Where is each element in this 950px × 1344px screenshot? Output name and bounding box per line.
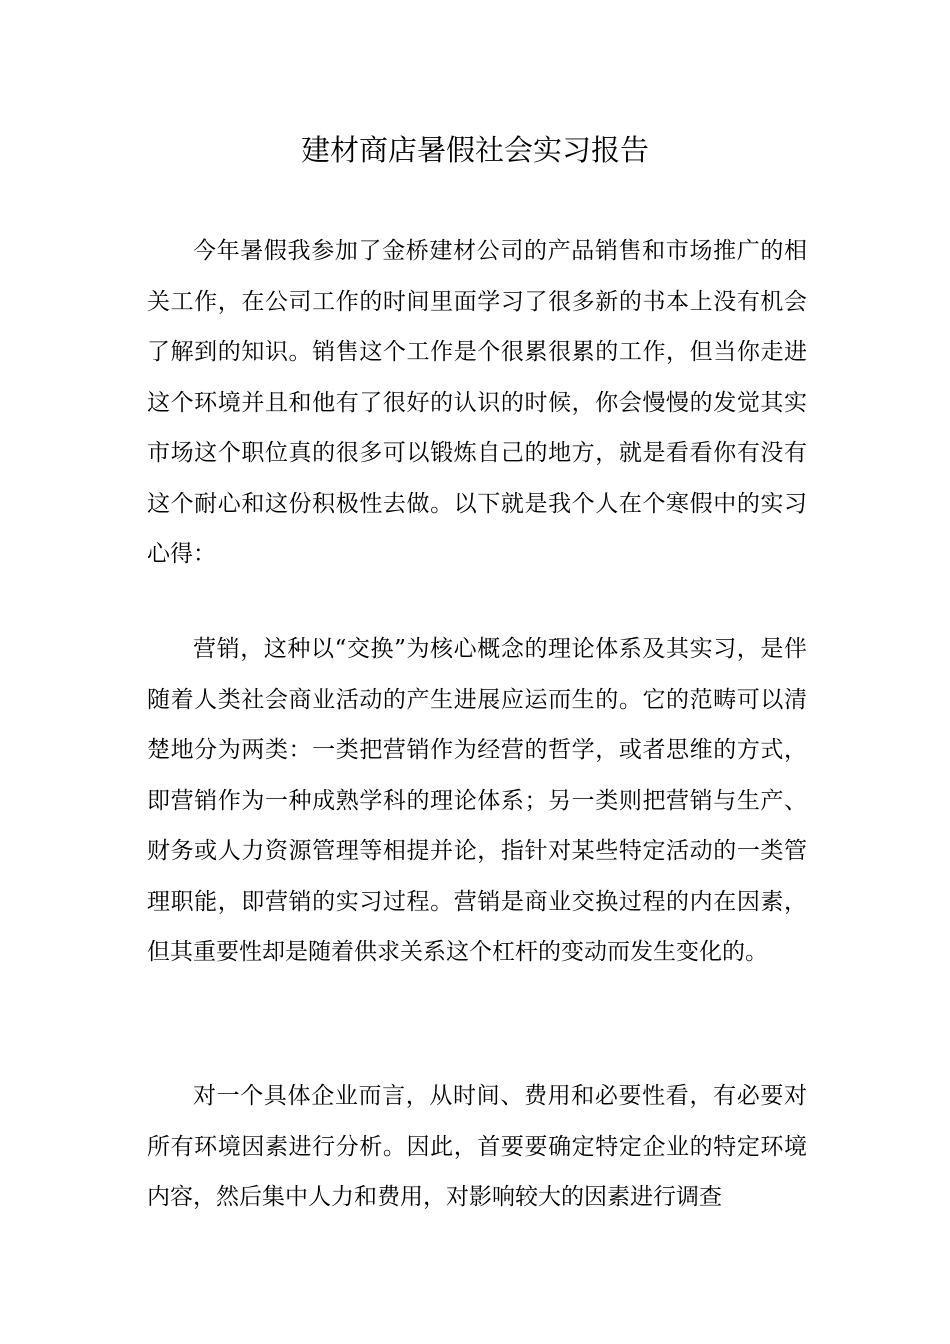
document-title: 建材商店暑假社会实习报告 — [300, 133, 649, 167]
paragraph-3-block — [147, 1071, 807, 1223]
paragraph-3: 对一个具体企业而言，从时间、费用和必要性看，有必要对所有环境因素进行分析。因此，首要要确定特定企业的特定环境内容，然后集中人力和费用，对影响较大的因素进行调查 — [147, 1083, 807, 1210]
paragraph-1: 今年暑假我参加了金桥建材公司的产品销售和市场推广的相关工作，在公司工作的时间里面学习了很多新的书本上没有机会了解到的知识。销售这个工作是个很累很累的工作，但当你走进这个环境并且和他有了很好的认识的时候，你会慢慢的发觉其实市场这个职位真的很多可以锻炼自己的地方，就是看看你有没有这个耐心和这份积极性去做。以下就是我个人在个寒假中的实习心得： — [147, 238, 807, 567]
paragraph-2-block — [147, 624, 807, 978]
paragraph-1-block — [147, 226, 807, 580]
paragraph-2: 营销，这种以“交换”为核心概念的理论体系及其实习，是伴随着人类社会商业活动的产生进展应运而生的。它的范畴可以清楚地分为两类：一类把营销作为经营的哲学，或者思维的方式，即营销作为一种成熟学科的理论体系；另一类则把营销与生产、财务或人力资源管理等相提并论，指针对某些特定活动的一类管理职能，即营销的实习过程。营销是商业交换过程的内在因素，但其重要性却是随着供求关系这个杠杆的变动而发生变化的。 — [147, 636, 807, 965]
